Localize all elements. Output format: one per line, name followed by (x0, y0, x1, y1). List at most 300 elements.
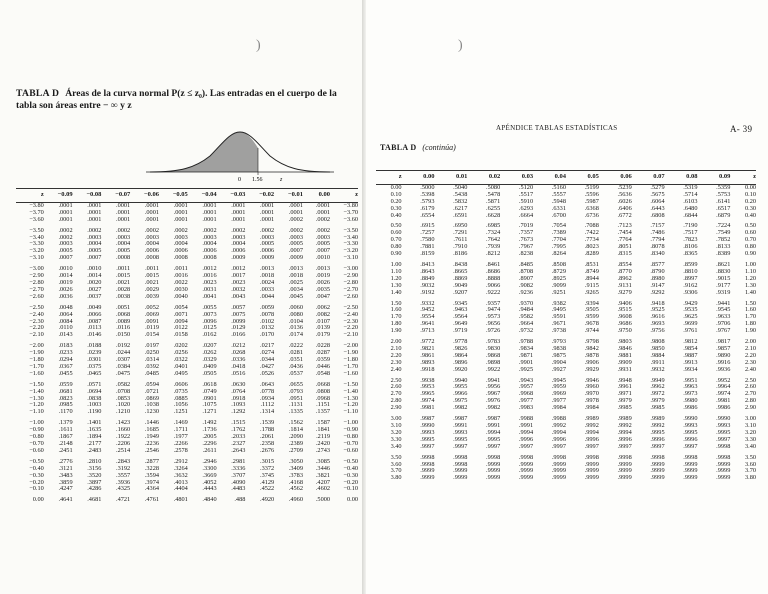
table-cell: .9995 (650, 428, 665, 436)
table-cell: .2033 (231, 433, 246, 441)
table-cell: .9994 (518, 428, 534, 436)
table-cell: .0014 (58, 272, 73, 280)
row-label: −0.90 (343, 426, 358, 434)
table-cell: .0073 (202, 310, 217, 318)
table-cell: .2810 (87, 457, 102, 465)
table-cell: .0446 (315, 362, 331, 370)
row-label: −2.00 (29, 342, 44, 350)
table-cell: .9999 (518, 460, 534, 468)
table-cell: .1446 (144, 419, 159, 427)
table-cell: .0735 (173, 387, 188, 395)
row-label: −0.60 (343, 446, 358, 454)
table-cell: .2358 (260, 440, 275, 447)
table-cell: .0084 (58, 317, 73, 325)
table-cell: .9978 (584, 397, 599, 405)
table-cell: .9998 (420, 460, 435, 468)
row-label: −3.60 (29, 215, 44, 223)
table-cell: .9292 (650, 288, 665, 296)
table-cell: .0344 (260, 356, 275, 364)
table-cell: .5753 (716, 190, 731, 198)
table-cell: .9949 (650, 376, 665, 384)
table-cell: .4681 (87, 496, 102, 504)
table-cell: .7611 (453, 236, 468, 244)
table-cell: .0823 (58, 394, 73, 402)
table-cell: .8289 (584, 250, 599, 258)
table-label: TABLA D (16, 88, 60, 99)
table-cell: .5160 (551, 183, 566, 191)
table-cell: .0885 (173, 394, 188, 402)
table-cell: .9671 (551, 320, 566, 328)
table-cell: .9999 (551, 460, 566, 468)
table-cell: .0793 (288, 387, 303, 395)
table-cell: .4522 (260, 485, 275, 493)
table-cell: .1003 (87, 401, 102, 409)
row-label: 2.60 (744, 383, 756, 391)
shaded-area (150, 132, 258, 172)
row-label: −0.40 (343, 464, 358, 472)
table-cell: .0244 (116, 349, 131, 357)
table-cell: .2389 (288, 440, 303, 447)
table-cell: .4247 (58, 485, 73, 493)
row-label: −1.90 (343, 349, 358, 357)
table-cell: .3707 (231, 471, 246, 479)
table-cell: .0001 (260, 201, 275, 209)
table-cell: .9981 (420, 404, 435, 412)
table-cell: .0202 (173, 342, 188, 350)
row-label: 3.40 (390, 442, 402, 450)
row-label: 2.40 (744, 365, 756, 373)
row-label: 0.30 (744, 204, 756, 212)
table-cell: .5239 (617, 183, 632, 191)
row-label: −2.60 (29, 292, 44, 300)
table-cell: .0110 (58, 324, 73, 332)
table-cell: .0113 (87, 324, 102, 332)
table-cell: .0001 (87, 208, 102, 216)
table-header-row (376, 171, 756, 185)
table-cell: .5910 (518, 197, 534, 205)
row-label: 3.10 (390, 422, 402, 429)
table-cell: .5478 (486, 190, 501, 198)
table-cell: .9582 (518, 313, 534, 321)
table-cell: .4090 (231, 478, 246, 486)
table-cell: .9236 (518, 288, 534, 296)
row-label: 3.10 (744, 422, 756, 429)
table-cell: .2709 (288, 446, 303, 454)
row-label: −0.70 (343, 440, 358, 447)
table-cell: .9997 (617, 442, 632, 450)
table-cell: .0032 (231, 285, 246, 293)
row-label: −0.80 (343, 433, 358, 441)
table-cell: .6879 (716, 211, 731, 219)
table-cell: .6480 (683, 204, 698, 212)
table-cell: .9906 (584, 358, 599, 366)
table-cell: .7054 (551, 222, 566, 230)
row-label: −2.20 (29, 324, 44, 332)
row-label: 1.70 (744, 313, 756, 321)
table-cell: .8907 (518, 274, 534, 282)
table-cell: .0021 (144, 278, 159, 286)
table-cell: .0001 (116, 201, 131, 209)
table-cell: .9998 (716, 453, 731, 461)
table-cell: .5832 (453, 197, 468, 205)
row-label: −0.90 (29, 426, 44, 434)
table-cell: .0003 (288, 233, 303, 241)
table-cell: .1587 (315, 419, 331, 427)
table-cell: .0122 (173, 324, 188, 332)
table-cell: .9854 (683, 344, 698, 352)
table-cell: .9998 (420, 453, 435, 461)
table-cell: .3409 (288, 464, 303, 472)
table-cell: .3050 (288, 457, 303, 465)
column-header: 0.05 (587, 173, 599, 180)
table-cell: .9998 (650, 453, 665, 461)
table-cell: .9989 (584, 415, 599, 423)
table-cell: .7486 (650, 229, 665, 237)
table-cell: .0027 (87, 285, 102, 293)
table-cell: .1170 (58, 408, 73, 416)
table-cell: .0351 (288, 356, 303, 364)
table-cell: .9992 (551, 422, 566, 429)
table-cell: .9998 (551, 453, 566, 461)
table-cell: .0071 (173, 310, 188, 318)
row-label: −2.00 (343, 342, 358, 350)
row-label: 3.50 (390, 453, 402, 461)
table-cell: .9936 (716, 365, 731, 373)
table-cell: .0119 (145, 324, 159, 332)
row-label: −3.70 (343, 208, 358, 216)
table-cell: .1977 (173, 433, 188, 441)
table-cell: .6517 (716, 204, 731, 212)
column-header: −0.09 (57, 191, 73, 198)
table-cell: .0222 (288, 342, 303, 350)
table-cell: .0082 (315, 310, 331, 318)
table-cell: .9955 (453, 383, 468, 391)
table-cell: .0001 (231, 215, 246, 223)
row-label: −1.80 (343, 356, 358, 364)
page-edge-mark: ) (256, 38, 261, 53)
table-cell: .6103 (683, 197, 698, 205)
table-cell: .9997 (650, 442, 665, 450)
table-cell: .0436 (288, 362, 303, 370)
table-cell: .3300 (202, 464, 217, 472)
table-cell: .9999 (420, 474, 435, 482)
row-label: 1.20 (744, 274, 756, 282)
row-label: −2.30 (343, 317, 358, 325)
table-cell: .7967 (518, 243, 534, 251)
table-cell: .1292 (231, 408, 246, 416)
table-cell: .9983 (518, 404, 534, 412)
table-cell: .3594 (144, 471, 159, 479)
table-cell: .9898 (486, 358, 501, 366)
table-cell: .0150 (116, 331, 131, 339)
table-cell: .3974 (144, 478, 159, 486)
table-cell: .8849 (420, 274, 435, 282)
table-cell: .0392 (144, 362, 159, 370)
table-cell: .0013 (260, 265, 275, 273)
row-label: −3.30 (29, 240, 44, 248)
table-cell: .9251 (551, 288, 566, 296)
table-cell: .5793 (420, 197, 435, 205)
table-cell: .0033 (260, 285, 275, 293)
table-cell: .9946 (584, 376, 599, 384)
table-cell: .0049 (87, 303, 102, 311)
table-cell: .0003 (116, 233, 131, 241)
page-edge-mark: ) (458, 38, 463, 53)
table-cell: .9999 (683, 474, 698, 482)
table-cell: .0495 (173, 369, 188, 377)
table-cell: .9793 (551, 338, 566, 346)
table-cell: .1611 (58, 426, 73, 434)
table-cell: .0001 (58, 201, 73, 209)
page-number: A- 39 (730, 124, 753, 134)
table-cell: .7734 (584, 236, 599, 244)
row-label: 0.70 (390, 236, 402, 244)
table-cell: .0030 (173, 285, 188, 293)
table-cell: .1469 (173, 419, 188, 427)
row-label: 1.70 (390, 313, 402, 321)
table-cell: .0146 (87, 331, 102, 339)
table-header-row (16, 189, 358, 203)
table-cell: .9750 (617, 327, 632, 335)
table-cell: .8577 (650, 260, 665, 268)
table-cell: .9868 (486, 351, 501, 359)
table-cell: .9834 (518, 344, 534, 352)
table-cell: .0009 (231, 254, 246, 262)
table-cell: .0018 (260, 272, 275, 280)
column-header: −0.02 (259, 191, 275, 198)
row-label: 0.60 (390, 229, 402, 237)
table-cell: .0003 (231, 233, 246, 241)
row-label: 1.40 (744, 288, 756, 296)
table-cell: .8790 (650, 267, 665, 275)
row-label: −0.70 (29, 440, 44, 447)
table-cell: .0062 (315, 303, 331, 311)
row-label: 0.00 (390, 183, 402, 191)
row-label: 1.90 (390, 327, 402, 335)
table-cell: .5517 (518, 190, 534, 198)
row-label: 3.20 (390, 428, 402, 436)
table-cell: .0048 (58, 303, 73, 311)
table-cell: .4483 (231, 485, 246, 493)
table-cell: .0010 (315, 254, 331, 262)
table-cell: .9998 (584, 453, 599, 461)
table-cell: .9976 (486, 397, 501, 405)
table-cell: .8023 (584, 243, 599, 251)
row-label: −2.90 (343, 272, 358, 280)
column-header: −0.04 (201, 191, 217, 198)
table-cell: .0001 (144, 208, 159, 216)
column-header: z (398, 173, 402, 180)
table-cell: .9913 (683, 358, 698, 366)
table-cell: .1210 (116, 408, 131, 416)
table-cell: .3264 (173, 464, 188, 472)
table-cell: .9951 (683, 376, 698, 384)
table-cell: .0001 (315, 208, 331, 216)
table-cell: .9744 (584, 327, 599, 335)
row-label: 2.30 (744, 358, 756, 366)
table-cell: .0019 (315, 272, 331, 280)
row-label: 1.50 (390, 299, 402, 307)
table-cell: .8749 (584, 267, 599, 275)
row-label: −2.60 (343, 292, 358, 300)
table-cell: .0808 (315, 387, 331, 395)
table-cell: .9994 (617, 428, 632, 436)
table-cell: .0918 (231, 394, 246, 402)
table-cell: .0985 (58, 401, 73, 409)
table-cell: .9984 (584, 404, 599, 412)
table-cell: .8186 (453, 250, 468, 258)
table-cell: .2611 (202, 446, 217, 454)
table-cell: .6443 (650, 204, 665, 212)
table-cell: .0281 (288, 349, 303, 357)
table-cell: .7157 (650, 222, 665, 230)
row-label: 0.30 (390, 204, 402, 212)
table-cell: .9943 (518, 376, 534, 384)
table-heading-continued (380, 143, 456, 152)
table-cell: .0001 (288, 201, 303, 209)
table-cell: .5714 (683, 190, 698, 198)
row-label: −0.50 (29, 457, 44, 465)
table-cell: .2420 (315, 440, 331, 447)
table-cell: .2578 (173, 446, 188, 454)
table-cell: .0008 (173, 254, 188, 262)
table-cell: .9495 (551, 306, 566, 314)
table-row (16, 486, 358, 493)
table-cell: .6368 (584, 204, 599, 212)
row-label: 3.00 (744, 415, 756, 423)
table-cell: .0002 (58, 233, 73, 241)
table-cell: .0336 (231, 356, 246, 364)
table-cell: .9991 (486, 422, 501, 429)
table-cell: .9474 (486, 306, 501, 314)
table-cell: .0001 (202, 201, 217, 209)
table-cell: .9938 (420, 376, 435, 384)
table-cell: .8485 (518, 260, 534, 268)
row-label: −3.20 (343, 247, 358, 255)
table-cell: .2946 (202, 457, 217, 465)
table-cell: .9994 (551, 428, 566, 436)
table-cell: .4364 (144, 485, 159, 493)
column-header: 0.03 (521, 173, 534, 180)
table-cell: .0004 (202, 240, 217, 248)
table-cell: .0869 (144, 394, 159, 402)
table-cell: .0154 (144, 331, 159, 339)
table-cell: .9980 (683, 397, 698, 405)
table-row (376, 251, 756, 258)
table-cell: .8389 (716, 250, 731, 258)
table-cell: .0099 (231, 317, 246, 325)
table-cell: .8686 (486, 267, 501, 275)
table-cell: .9999 (683, 467, 698, 475)
row-label: −1.20 (29, 401, 44, 409)
table-cell: .9984 (551, 404, 566, 412)
table-cell: .7019 (518, 222, 534, 230)
table-cell: .8238 (518, 250, 534, 258)
column-header: −0.06 (143, 191, 159, 198)
table-row (16, 332, 358, 339)
table-cell: .8051 (617, 243, 632, 251)
row-label: −3.60 (343, 215, 358, 223)
table-cell: .9997 (453, 442, 468, 450)
table-cell: .0001 (116, 215, 131, 223)
row-label: 0.90 (390, 250, 402, 258)
table-cell: .6293 (518, 204, 534, 212)
row-label: 0.60 (744, 229, 756, 237)
table-row (16, 371, 358, 378)
table-cell: .0749 (202, 387, 217, 395)
row-label: 0.20 (744, 197, 756, 205)
row-label: 1.30 (390, 281, 402, 289)
row-label: 1.80 (744, 320, 756, 328)
table-cell: .6554 (420, 211, 435, 219)
table-cell: .9998 (518, 453, 534, 461)
table-cell: .1867 (58, 433, 73, 441)
table-cell: .0040 (173, 292, 188, 300)
table-cell: .0329 (202, 356, 217, 364)
table-cell: .9909 (617, 358, 632, 366)
table-cell: .8133 (716, 243, 731, 251)
row-label: 2.00 (390, 338, 402, 346)
table-cell: .6141 (716, 197, 731, 205)
table-cell: .9960 (584, 383, 599, 391)
table-cell: .9997 (716, 435, 731, 443)
table-cell: .0301 (87, 356, 102, 364)
table-cell: .7357 (518, 229, 534, 237)
table-cell: .488 (234, 496, 246, 504)
table-cell: .2676 (260, 446, 275, 454)
table-cell: .5359 (716, 183, 731, 191)
table-cell: .9279 (617, 288, 632, 296)
table-cell: .0002 (288, 226, 303, 234)
table-cell: .9177 (716, 281, 731, 289)
table-cell: .7642 (486, 236, 501, 244)
table-cell: .5120 (518, 183, 534, 191)
row-label: 0.80 (744, 243, 756, 251)
table-cell: .0031 (202, 285, 217, 293)
table-cell: .0001 (173, 201, 188, 209)
column-header: −0.05 (172, 191, 188, 198)
table-cell: .1056 (173, 401, 188, 409)
row-label: −0.10 (29, 485, 44, 493)
table-cell: .9850 (650, 344, 665, 352)
table-cell: .9931 (617, 365, 632, 373)
table-row (376, 367, 756, 374)
table-cell: .9965 (420, 390, 435, 398)
table-cell: .0087 (87, 317, 102, 325)
table-row (16, 224, 358, 235)
row-label: 3.80 (744, 474, 756, 482)
table-cell: .3897 (87, 478, 102, 486)
row-label: −3.80 (29, 201, 44, 209)
table-cell: .9608 (617, 313, 632, 321)
table-cell: .6591 (453, 211, 468, 219)
table-cell: .0014 (87, 272, 102, 280)
column-header: z (753, 173, 756, 180)
row-label: 1.80 (390, 320, 402, 328)
row-label: −0.20 (343, 478, 358, 486)
table-cell: .0003 (202, 233, 217, 241)
table-cell: .9993 (716, 422, 731, 429)
table-cell: .3859 (58, 478, 73, 486)
table-cell: .9649 (453, 320, 468, 328)
row-label: −2.20 (343, 324, 358, 332)
table-cell: .9686 (617, 320, 632, 328)
table-cell: .0089 (116, 317, 131, 325)
table-cell: .1379 (58, 419, 73, 427)
table-row (16, 217, 358, 224)
row-label: 2.80 (744, 397, 756, 405)
row-label: 3.70 (744, 467, 756, 475)
